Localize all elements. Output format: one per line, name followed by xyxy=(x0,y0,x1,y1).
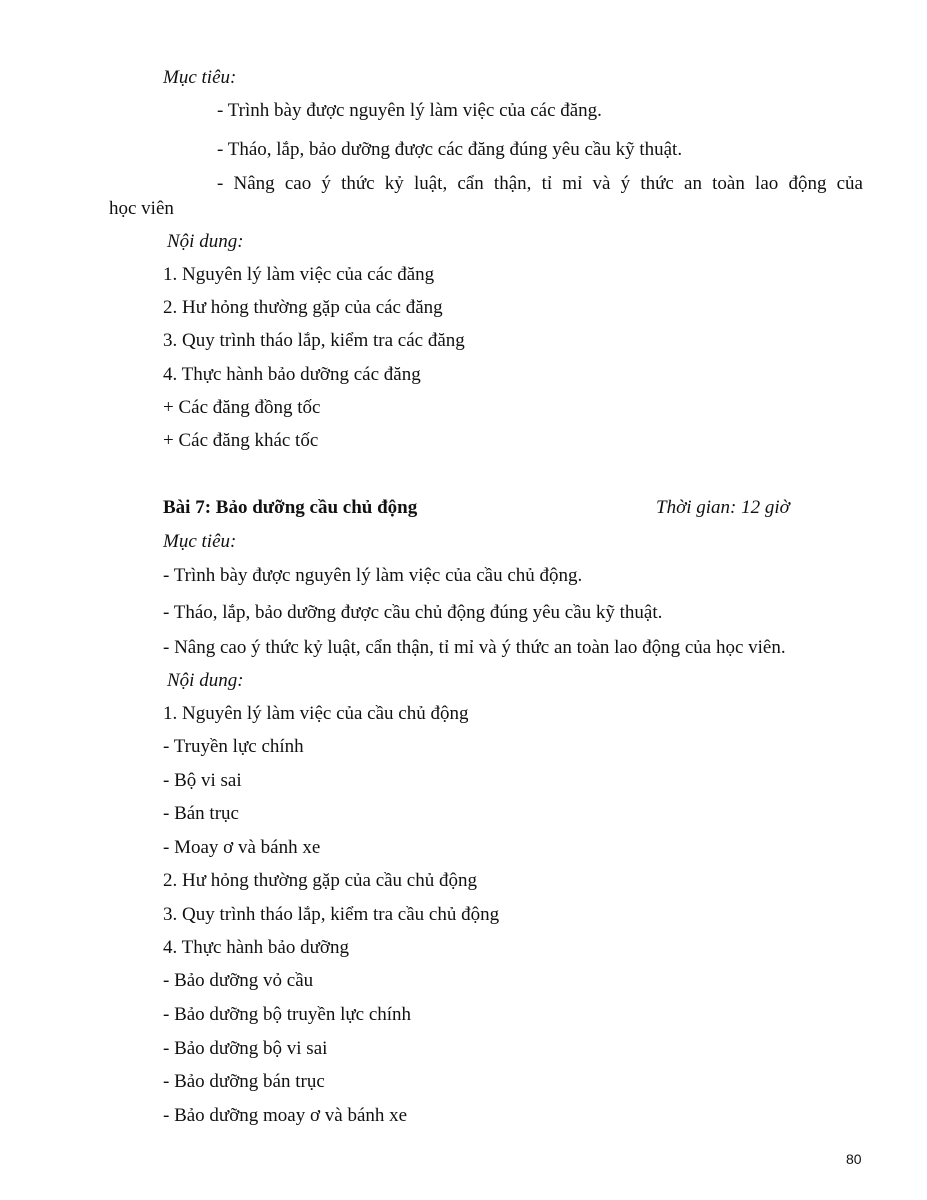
content-item: 4. Thực hành bảo dưỡng xyxy=(163,937,349,958)
content-item: - Bảo dưỡng bộ vi sai xyxy=(163,1038,328,1059)
content-item: - Bảo dưỡng bán trục xyxy=(163,1071,325,1092)
objective-item: - Tháo, lắp, bảo dưỡng được cầu chủ động đúng yêu cầu kỹ thuật. xyxy=(163,602,663,623)
objective-item: - Trình bày được nguyên lý làm việc của các đăng. xyxy=(217,100,602,121)
content-item: 3. Quy trình tháo lắp, kiểm tra cầu chủ động xyxy=(163,904,500,925)
objective-item: - Tháo, lắp, bảo dưỡng được các đăng đúng yêu cầu kỹ thuật. xyxy=(217,139,683,160)
lesson-title: Bài 7: Bảo dưỡng cầu chủ động xyxy=(163,497,418,518)
lesson-time: Thời gian: 12 giờ xyxy=(656,497,790,518)
content-item: + Các đăng khác tốc xyxy=(163,430,319,451)
content-item: - Truyền lực chính xyxy=(163,736,304,757)
content-item: 1. Nguyên lý làm việc của các đăng xyxy=(163,264,435,285)
objective-item: - Nâng cao ý thức kỷ luật, cẩn thận, tỉ mỉ và ý thức an toàn lao động của xyxy=(217,173,863,194)
objective-item-continuation: học viên xyxy=(109,198,174,219)
content-item: + Các đăng đồng tốc xyxy=(163,397,321,418)
content-item: 2. Hư hỏng thường gặp của các đăng xyxy=(163,297,443,318)
content-item: 3. Quy trình tháo lắp, kiểm tra các đăng xyxy=(163,330,465,351)
content-item: - Moay ơ và bánh xe xyxy=(163,837,321,858)
content-item: 2. Hư hỏng thường gặp của cầu chủ động xyxy=(163,870,477,891)
muc-tieu-label: Mục tiêu: xyxy=(163,67,237,88)
noi-dung-label: Nội dung: xyxy=(167,670,244,691)
content-item: 4. Thực hành bảo dưỡng các đăng xyxy=(163,364,421,385)
objective-item: - Nâng cao ý thức kỷ luật, cẩn thận, tỉ mỉ và ý thức an toàn lao động của học viên. xyxy=(163,637,786,658)
page-number: 80 xyxy=(846,1151,862,1167)
content-item: - Bảo dưỡng bộ truyền lực chính xyxy=(163,1004,412,1025)
objective-item: - Trình bày được nguyên lý làm việc của cầu chủ động. xyxy=(163,565,583,586)
muc-tieu-label: Mục tiêu: xyxy=(163,531,237,552)
noi-dung-label: Nội dung: xyxy=(167,231,244,252)
content-item: - Bán trục xyxy=(163,803,239,824)
content-item: 1. Nguyên lý làm việc của cầu chủ động xyxy=(163,703,469,724)
content-item: - Bộ vi sai xyxy=(163,770,242,791)
content-item: - Bảo dưỡng vỏ cầu xyxy=(163,970,314,991)
content-item: - Bảo dưỡng moay ơ và bánh xe xyxy=(163,1105,408,1126)
